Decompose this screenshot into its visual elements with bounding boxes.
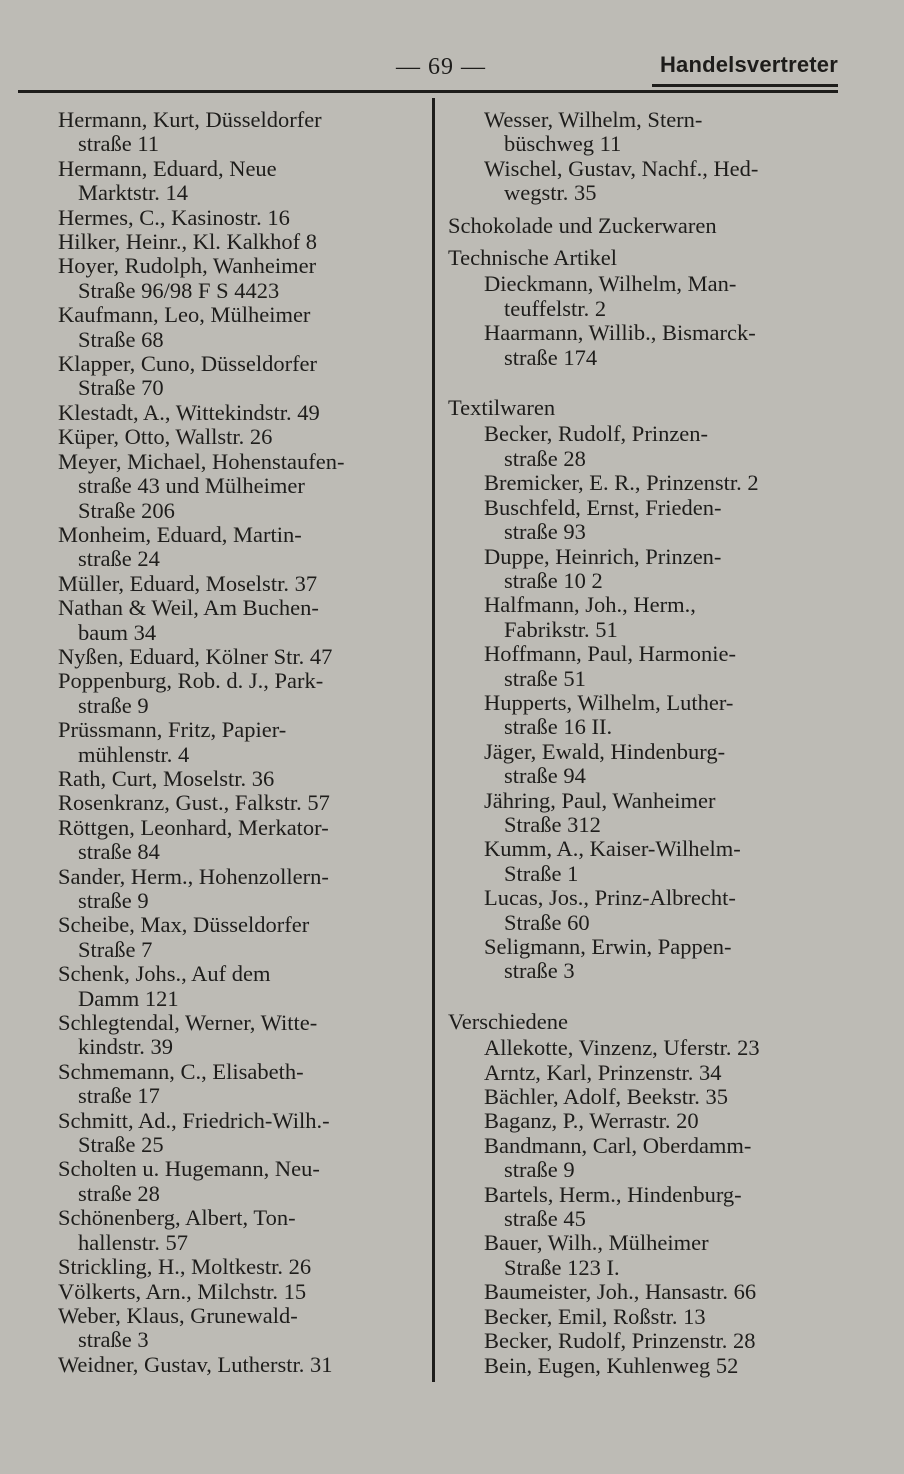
entry-line: Nathan & Weil, Am Buchen- [58,595,319,621]
entry-line: Bremicker, E. R., Prinzenstr. 2 [484,470,759,496]
directory-entry [448,108,848,157]
entry-line: mühlenstr. 4 [78,741,190,767]
directory-entry [448,1280,848,1304]
entry-line: Straße 70 [78,375,164,401]
directory-entry [448,1354,848,1378]
entry-line: straße 9 [504,1157,575,1183]
section-title: Handelsvertreter [659,52,838,77]
directory-entry [58,962,418,1011]
entry-line: Straße 7 [78,936,153,962]
directory-entry [448,1109,848,1133]
directory-entry [448,1329,848,1353]
directory-entry [448,935,848,984]
entry-line: Prüssmann, Fritz, Papier- [58,717,287,743]
entry-line: Straße 123 I. [504,1254,620,1280]
directory-entry [448,1231,848,1280]
right-column [448,108,848,1378]
entry-line: Straße 312 [504,811,601,837]
entry-line: straße 51 [504,665,586,691]
directory-entry [58,1109,418,1158]
entry-line: straße 16 II. [504,714,613,740]
entry-line: Straße 60 [504,909,590,935]
entry-line: straße 84 [78,839,160,865]
entry-line: Strickling, H., Moltkestr. 26 [58,1254,312,1280]
entry-line: kindstr. 39 [78,1034,174,1060]
directory-entry [58,1280,418,1304]
directory-entry [448,545,848,594]
entry-line: Straße 1 [504,860,579,886]
entry-line: straße 24 [78,546,160,572]
directory-entry [58,767,418,791]
directory-entry [58,401,418,425]
entry-line: straße 28 [78,1180,160,1206]
entry-line: baum 34 [78,619,157,645]
entry-line: Schmemann, C., Elisabeth- [58,1058,304,1084]
entry-line: Hoyer, Rudolph, Wanheimer [58,253,317,279]
entry-line: Bauer, Wilh., Mülheimer [484,1230,709,1256]
entry-line: straße 174 [504,344,598,370]
entry-line: Marktstr. 14 [78,180,188,206]
entry-line: straße 94 [504,763,586,789]
entry-line: Bartels, Herm., Hindenburg- [484,1181,742,1207]
entry-line: Lucas, Jos., Prinz-Albrecht- [484,885,736,911]
directory-entry [448,496,848,545]
left-column [58,108,418,1377]
category-heading: Technische Artikel [448,245,617,271]
entry-line: Arntz, Karl, Prinzenstr. 34 [484,1059,722,1085]
entry-line: Straße 96/98 F S 4423 [78,277,280,303]
entry-line: Poppenburg, Rob. d. J., Park- [58,668,324,694]
directory-entry [448,1036,848,1060]
header-rule-accent [652,84,838,87]
entry-line: Halfmann, Joh., Herm., [484,592,696,618]
entry-line: Dieckmann, Wilhelm, Man- [484,271,737,297]
directory-entry [58,718,418,767]
directory-entry [448,1061,848,1085]
category-heading: Schokolade und Zuckerwaren [448,212,717,238]
entry-line: straße 3 [78,1327,149,1353]
entry-line: büschweg 11 [504,131,622,157]
entry-line: Hoffmann, Paul, Harmonie- [484,641,737,667]
entry-line: Schönenberg, Albert, Ton- [58,1205,296,1231]
entry-line: Rath, Curt, Moselstr. 36 [58,765,275,791]
entry-line: straße 45 [504,1206,586,1232]
directory-entry [58,108,418,157]
directory-entry [58,450,418,523]
directory-entry [58,206,418,230]
entry-line: wegstr. 35 [504,180,597,206]
entry-line: Hermann, Eduard, Neue [58,155,277,181]
entry-line: Weber, Klaus, Grunewald- [58,1302,298,1328]
directory-entry [448,642,848,691]
entry-line: Schenk, Johs., Auf dem [58,961,271,987]
entry-line: straße 93 [504,519,586,545]
entry-line: Baganz, P., Werrastr. 20 [484,1108,699,1134]
entry-line: Rosenkranz, Gust., Falkstr. 57 [58,790,330,816]
directory-entry [58,816,418,865]
directory-entry [448,1134,848,1183]
directory-entry [448,593,848,642]
entry-line: straße 43 und Mülheimer [78,473,305,499]
column-divider [432,98,435,1382]
directory-entry [58,645,418,669]
directory-entry [448,691,848,740]
entry-line: straße 9 [78,888,149,913]
entry-line: Scholten u. Hugemann, Neu- [58,1156,320,1182]
directory-entry [448,272,848,321]
directory-entry [448,1183,848,1232]
entry-line: Damm 121 [78,985,179,1011]
entry-line: Völkerts, Arn., Milchstr. 15 [58,1278,307,1304]
entry-line: Kaufmann, Leo, Mülheimer [58,302,311,328]
entry-line: Wesser, Wilhelm, Stern- [484,107,703,132]
directory-entry [448,1305,848,1329]
directory-entry [58,572,418,596]
entry-line: Duppe, Heinrich, Prinzen- [484,543,722,569]
entry-line: Müller, Eduard, Moselstr. 37 [58,570,318,596]
entry-line: Sander, Herm., Hohenzollern- [58,863,329,889]
entry-line: straße 10 2 [504,567,603,593]
directory-entry [448,157,848,206]
directory-entry [448,471,848,495]
entry-line: Bein, Eugen, Kuhlenweg 52 [484,1352,739,1378]
directory-entry [448,740,848,789]
entry-line: Kumm, A., Kaiser-Wilhelm- [484,836,741,862]
entry-line: hallenstr. 57 [78,1229,188,1255]
page-header [20,50,838,86]
entry-line: Klapper, Cuno, Düsseldorfer [58,351,318,377]
directory-entry [58,425,418,449]
entry-line: Scheibe, Max, Düsseldorfer [58,912,310,938]
entry-line: Röttgen, Leonhard, Merkator- [58,814,329,840]
directory-entry [58,523,418,572]
directory-entry [448,1085,848,1109]
category-heading: Verschiedene [448,1008,568,1034]
directory-entry [58,596,418,645]
directory-entry [58,230,418,254]
directory-entry [58,791,418,815]
directory-entry [58,865,418,914]
entry-line: teuffelstr. 2 [504,295,607,321]
directory-entry [58,303,418,352]
directory-entry [448,422,848,471]
directory-entry [448,321,848,370]
entry-line: Jähring, Paul, Wanheimer [484,787,716,813]
directory-entry [58,157,418,206]
entry-line: straße 9 [78,692,149,718]
entry-line: Fabrikstr. 51 [504,616,618,642]
entry-line: Becker, Rudolf, Prinzen- [484,421,709,447]
directory-entry [58,913,418,962]
directory-entry [58,669,418,718]
entry-line: Schlegtendal, Werner, Witte- [58,1010,318,1036]
entry-line: Baumeister, Joh., Hansastr. 66 [484,1279,757,1305]
entry-line: Straße 206 [78,497,175,523]
entry-line: Schmitt, Ad., Friedrich-Wilh.- [58,1107,330,1133]
entry-line: Seligmann, Erwin, Pappen- [484,934,732,959]
directory-entry [58,1353,418,1377]
entry-line: Hermann, Kurt, Düsseldorfer [58,107,322,132]
entry-line: Allekotte, Vinzenz, Uferstr. 23 [484,1035,760,1061]
directory-entry [58,1255,418,1279]
entry-line: Bandmann, Carl, Oberdamm- [484,1132,752,1158]
category-heading: Textilwaren [448,395,556,421]
entry-line: straße 28 [504,445,586,471]
directory-entry [448,789,848,838]
directory-entry [58,1011,418,1060]
entry-line: straße 3 [504,958,575,984]
entry-line: straße 11 [78,131,160,157]
entry-line: Becker, Rudolf, Prinzenstr. 28 [484,1328,756,1354]
entry-line: Haarmann, Willib., Bismarck- [484,320,756,346]
entry-line: Küper, Otto, Wallstr. 26 [58,424,273,450]
entry-line: Meyer, Michael, Hohenstaufen- [58,448,345,474]
entry-line: Buschfeld, Ernst, Frieden- [484,494,722,520]
header-rule [18,90,838,93]
directory-entry [58,1206,418,1255]
entry-line: Wischel, Gustav, Nachf., Hed- [484,155,759,181]
directory-entry [58,352,418,401]
directory-entry [58,254,418,303]
entry-line: Klestadt, A., Wittekindstr. 49 [58,399,320,425]
entry-line: Monheim, Eduard, Martin- [58,521,302,547]
entry-line: Weidner, Gustav, Lutherstr. 31 [58,1351,333,1377]
directory-entry [58,1060,418,1109]
directory-entry [448,837,848,886]
entry-line: Bächler, Adolf, Beekstr. 35 [484,1084,729,1110]
entry-line: Nyßen, Eduard, Kölner Str. 47 [58,643,333,669]
entry-line: Hupperts, Wilhelm, Luther- [484,689,734,715]
entry-line: straße 17 [78,1083,160,1109]
entry-line: Becker, Emil, Roßstr. 13 [484,1303,706,1329]
entry-line: Straße 25 [78,1132,164,1158]
directory-entry [448,886,848,935]
entry-line: Straße 68 [78,326,164,352]
entry-line: Hilker, Heinr., Kl. Kalkhof 8 [58,229,318,255]
entry-line: Jäger, Ewald, Hindenburg- [484,738,726,764]
page-number: — 69 — [396,54,486,80]
directory-entry [58,1157,418,1206]
entry-line: Hermes, C., Kasinostr. 16 [58,204,290,230]
directory-entry [58,1304,418,1353]
